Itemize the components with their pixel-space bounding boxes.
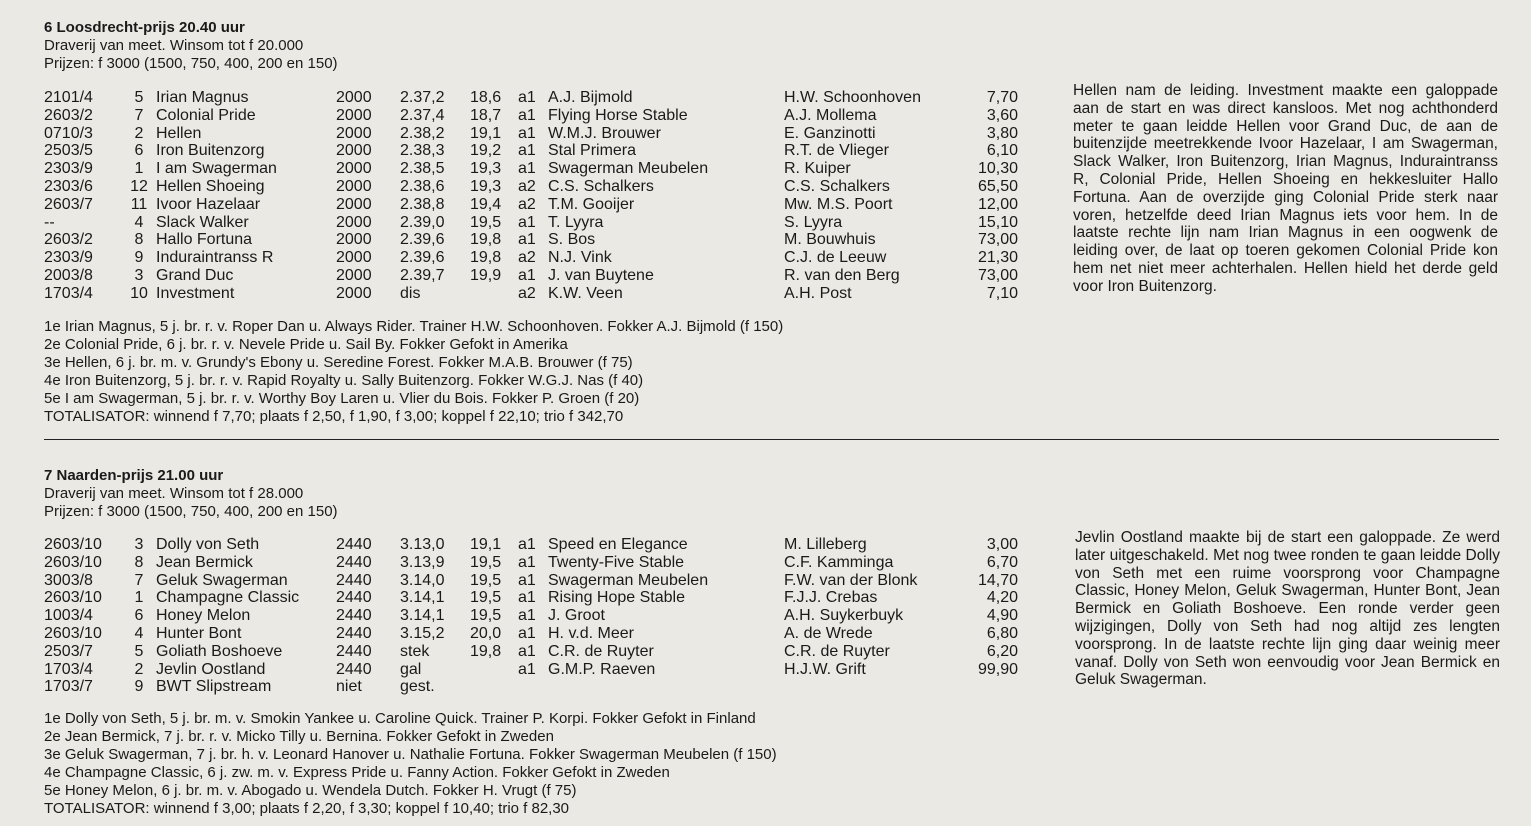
- owner-cell: N.J. Vink: [548, 249, 612, 267]
- driver-cell: R. van den Berg: [784, 266, 900, 284]
- start-code-cell: 2003/8: [44, 266, 93, 284]
- owner-cell: C.R. de Ruyter: [548, 642, 654, 660]
- distance-cell: 2000: [336, 124, 372, 142]
- km-time-cell: 19,5: [470, 607, 502, 625]
- start-code-cell: 2603/10: [44, 553, 102, 571]
- placing-line: 5e Honey Melon, 6 j. br. m. v. Abogado u. Wendela Dutch. Fokker H. Vrugt (f 75): [44, 782, 577, 799]
- owner-cell: G.M.P. Raeven: [548, 660, 656, 678]
- table-row: [44, 607, 1018, 625]
- horse-name-cell: Champagne Classic: [156, 589, 300, 607]
- lane-cell: a1: [518, 607, 536, 625]
- lane-cell: a1: [518, 213, 536, 231]
- driver-cell: H.W. Schoonhoven: [784, 89, 921, 106]
- table-row: [44, 178, 1018, 196]
- odds-cell: 3,60: [986, 106, 1018, 124]
- owner-cell: Flying Horse Stable: [548, 106, 688, 124]
- driver-cell: A.H. Suykerbuyk: [784, 607, 904, 625]
- table-row: [44, 572, 1018, 590]
- odds-cell: 3,00: [986, 536, 1018, 553]
- driver-cell: C.S. Schalkers: [784, 177, 890, 195]
- owner-cell: Rising Hope Stable: [548, 589, 685, 607]
- lane-cell: a2: [518, 284, 536, 302]
- placing-line: 3e Geluk Swagerman, 7 j. br. h. v. Leonard Hanover u. Nathalie Fortuna. Fokker Swagerman Meubelen (f 150): [44, 746, 777, 763]
- placing-line: 4e Champagne Classic, 6 j. zw. m. v. Express Pride u. Fanny Action. Fokker Gefokt in Zweden: [44, 764, 670, 781]
- driver-cell: M. Bouwhuis: [784, 231, 876, 249]
- owner-cell: Stal Primera: [548, 142, 637, 160]
- start-code-cell: 1703/4: [44, 284, 93, 302]
- owner-cell: H. v.d. Meer: [548, 624, 634, 642]
- distance-cell: 2000: [336, 142, 372, 160]
- race-6: [44, 19, 1504, 73]
- horse-number-cell: 2: [134, 124, 144, 142]
- distance-cell: 2000: [336, 249, 372, 267]
- horse-name-cell: Dolly von Seth: [156, 536, 260, 553]
- race-report: Jevlin Oostland maakte bij de start een galoppade. Ze werd later uitgeschakeld. Met nog twee ronden te gaan leidde Dolly von Seth met een ruime voorsprong voor Champagne Classic, Honey Melon, Geluk Swagerman, Hunter Bont, Jean Bermick en Goliath Boshoeve. Een ronde verder geen wijzigingen, Dolly von Seth had nog altijd zes lengten voorsprong. In de laatste rechte lijn ging daar weinig meer vanaf. Dolly von Seth won eenvoudig voor Jean Bermick en Geluk Swagerman.: [1075, 529, 1500, 689]
- horse-name-cell: BWT Slipstream: [156, 678, 272, 696]
- start-code-cell: 1003/4: [44, 607, 93, 625]
- finish-time-cell: 3.14,0: [400, 571, 445, 589]
- finish-time-cell: gal: [400, 660, 422, 678]
- table-row: [44, 160, 1018, 178]
- race-conditions: Draverij van meet. Winsom tot f 20.000: [44, 37, 304, 54]
- horse-number-cell: 8: [134, 553, 144, 571]
- horse-name-cell: Hallo Fortuna: [156, 231, 253, 249]
- start-code-cell: 2603/10: [44, 536, 102, 553]
- driver-cell: R. Kuiper: [784, 160, 851, 178]
- table-row: [44, 196, 1018, 214]
- start-code-cell: 1703/7: [44, 678, 93, 696]
- owner-cell: A.J. Bijmold: [548, 89, 633, 106]
- finish-time-cell: stek: [400, 642, 430, 660]
- km-time-cell: 19,4: [470, 195, 502, 213]
- lane-cell: a1: [518, 124, 536, 142]
- table-row: [44, 554, 1018, 572]
- race-conditions: Draverij van meet. Winsom tot f 28.000: [44, 485, 304, 502]
- driver-cell: Mw. M.S. Poort: [784, 195, 893, 213]
- finish-time-cell: 3.13,0: [400, 536, 445, 553]
- placing-line: 2e Colonial Pride, 6 j. br. r. v. Nevele Pride u. Sail By. Fokker Gefokt in Amerika: [44, 336, 568, 353]
- horse-number-cell: 3: [134, 266, 144, 284]
- table-row: [44, 107, 1018, 125]
- km-time-cell: 20,0: [470, 624, 502, 642]
- distance-cell: 2000: [336, 195, 372, 213]
- lane-cell: a1: [518, 553, 536, 571]
- km-time-cell: 19,5: [470, 213, 502, 231]
- horse-name-cell: Hellen Shoeing: [156, 177, 265, 195]
- horse-number-cell: 6: [134, 607, 144, 625]
- odds-cell: 6,80: [986, 624, 1018, 642]
- lane-cell: a2: [518, 177, 536, 195]
- horse-number-cell: 10: [130, 284, 148, 302]
- distance-cell: niet: [336, 678, 362, 696]
- lane-cell: a1: [518, 660, 536, 678]
- km-time-cell: 19,1: [470, 536, 502, 553]
- km-time-cell: 19,8: [470, 231, 502, 249]
- race-prizes: Prijzen: f 3000 (1500, 750, 400, 200 en 150): [44, 503, 338, 520]
- km-time-cell: 19,3: [470, 177, 502, 195]
- horse-number-cell: 6: [134, 142, 144, 160]
- finish-time-cell: 2.38,3: [400, 142, 445, 160]
- start-code-cell: 1703/4: [44, 660, 93, 678]
- horse-name-cell: Honey Melon: [156, 607, 251, 625]
- horse-number-cell: 5: [134, 642, 144, 660]
- owner-cell: Swagerman Meubelen: [548, 160, 709, 178]
- horse-number-cell: 8: [134, 231, 144, 249]
- horse-name-cell: Ivoor Hazelaar: [156, 195, 261, 213]
- horse-name-cell: Hellen: [156, 124, 202, 142]
- driver-cell: A.J. Mollema: [784, 106, 877, 124]
- table-row: [44, 249, 1018, 267]
- owner-cell: Speed en Elegance: [548, 536, 688, 553]
- placing-line: 2e Jean Bermick, 7 j. br. r. v. Micko Tilly u. Bernina. Fokker Gefokt in Zweden: [44, 728, 554, 745]
- lane-cell: a1: [518, 266, 536, 284]
- owner-cell: C.S. Schalkers: [548, 177, 654, 195]
- finish-time-cell: 3.15,2: [400, 624, 445, 642]
- lane-cell: a1: [518, 231, 536, 249]
- table-row: [44, 214, 1018, 232]
- driver-cell: M. Lilleberg: [784, 536, 867, 553]
- table-row: [44, 142, 1018, 160]
- horse-name-cell: Goliath Boshoeve: [156, 642, 283, 660]
- km-time-cell: 19,2: [470, 142, 502, 160]
- finish-time-cell: 2.37,4: [400, 106, 445, 124]
- odds-cell: 65,50: [977, 177, 1018, 195]
- horse-name-cell: Colonial Pride: [156, 106, 256, 124]
- owner-cell: Swagerman Meubelen: [548, 571, 709, 589]
- finish-time-cell: 2.38,5: [400, 160, 445, 178]
- lane-cell: a1: [518, 536, 536, 553]
- owner-cell: T. Lyyra: [548, 213, 604, 231]
- start-code-cell: 2603/10: [44, 589, 102, 607]
- distance-cell: 2000: [336, 177, 372, 195]
- horse-number-cell: 1: [134, 589, 144, 607]
- race-report: Hellen nam de leiding. Investment maakte een galoppade aan de start en was direct kansloos. Met nog achthonderd meter te gaan leidde Hellen voor Grand Duc, de aan de buitenzijde meetrekkende Ivoor Hazelaar, I am Swagerman, Slack Walker, Iron Buitenzorg, Irian Magnus, Induraintranss R, Colonial Pride, Hellen Shoeing en hekkesluiter Hallo Fortuna. Aan de overzijde ging Colonial Pride sterk naar voren, hetzelfde deed Irian Magnus iets voor hem. In de laatste rechte lijn nam Irian Magnus in een oogwenk de leiding over, de laat op toeren gekomen Colonial Pride kon hem net niet meer achterhalen. Hellen hield het derde geld voor Iron Buitenzorg.: [1073, 82, 1498, 295]
- table-row: [44, 678, 1018, 696]
- start-code-cell: 2603/2: [44, 106, 93, 124]
- horse-number-cell: 9: [134, 249, 144, 267]
- race-7: [44, 467, 1504, 521]
- finish-time-cell: 2.39,0: [400, 213, 445, 231]
- km-time-cell: 19,5: [470, 571, 502, 589]
- finish-time-cell: gest.: [400, 678, 435, 696]
- distance-cell: 2000: [336, 106, 372, 124]
- horse-number-cell: 3: [134, 536, 144, 553]
- start-code-cell: 2603/7: [44, 195, 93, 213]
- finish-time-cell: dis: [400, 284, 421, 302]
- finish-time-cell: 2.38,8: [400, 195, 445, 213]
- odds-cell: 6,10: [986, 142, 1018, 160]
- odds-cell: 21,30: [977, 249, 1018, 267]
- horse-name-cell: Slack Walker: [156, 213, 249, 231]
- distance-cell: 2440: [336, 624, 372, 642]
- horse-number-cell: 11: [130, 195, 148, 213]
- distance-cell: 2000: [336, 89, 372, 106]
- distance-cell: 2000: [336, 266, 372, 284]
- driver-cell: [784, 678, 974, 696]
- totalisator-line: TOTALISATOR: winnend f 3,00; plaats f 2,20, f 3,30; koppel f 10,40; trio f 82,30: [44, 800, 570, 817]
- horse-number-cell: 12: [130, 177, 148, 195]
- race-title: 6 Loosdrecht-prijs 20.40 uur: [44, 19, 245, 36]
- odds-cell: 14,70: [977, 571, 1018, 589]
- lane-cell: a2: [518, 195, 536, 213]
- table-row: [44, 125, 1018, 143]
- horse-name-cell: I am Swagerman: [156, 160, 277, 178]
- placing-line: 5e I am Swagerman, 5 j. br. r. v. Worthy Boy Laren u. Vlier du Bois. Fokker P. Groen (f 20): [44, 390, 640, 407]
- start-code-cell: 2603/2: [44, 231, 93, 249]
- owner-cell: T.M. Gooijer: [548, 195, 635, 213]
- lane-cell: a1: [518, 624, 536, 642]
- race-prizes: Prijzen: f 3000 (1500, 750, 400, 200 en 150): [44, 55, 338, 72]
- finish-time-cell: 3.13,9: [400, 553, 445, 571]
- owner-cell: S. Bos: [548, 231, 596, 249]
- odds-cell: 7,70: [986, 89, 1018, 106]
- odds-cell: 73,00: [977, 266, 1018, 284]
- distance-cell: 2440: [336, 571, 372, 589]
- odds-cell: 4,20: [986, 589, 1018, 607]
- horse-number-cell: 5: [134, 89, 144, 106]
- horse-number-cell: 4: [134, 624, 144, 642]
- km-time-cell: 19,3: [470, 160, 502, 178]
- start-code-cell: 2303/6: [44, 177, 93, 195]
- table-row: [44, 589, 1018, 607]
- distance-cell: 2000: [336, 231, 372, 249]
- table-row: [44, 231, 1018, 249]
- km-time-cell: 18,6: [470, 89, 502, 106]
- start-code-cell: 0710/3: [44, 124, 93, 142]
- horse-name-cell: Investment: [156, 284, 235, 302]
- section-divider: [44, 439, 1499, 440]
- finish-time-cell: 2.38,6: [400, 177, 445, 195]
- km-time-cell: 19,1: [470, 124, 502, 142]
- lane-cell: a1: [518, 106, 536, 124]
- horse-number-cell: 9: [134, 678, 144, 696]
- driver-cell: H.J.W. Grift: [784, 660, 866, 678]
- placing-line: 3e Hellen, 6 j. br. m. v. Grundy's Ebony u. Seredine Forest. Fokker M.A.B. Brouwer (f 75): [44, 354, 633, 371]
- start-code-cell: 3003/8: [44, 571, 93, 589]
- km-time-cell: [470, 678, 518, 696]
- lane-cell: a1: [518, 89, 536, 106]
- table-row: [44, 89, 1018, 107]
- km-time-cell: 19,5: [470, 589, 502, 607]
- table-row: [44, 625, 1018, 643]
- odds-cell: [974, 678, 1018, 696]
- odds-cell: 99,90: [977, 660, 1018, 678]
- finish-time-cell: 2.39,7: [400, 266, 445, 284]
- driver-cell: C.F. Kamminga: [784, 553, 894, 571]
- driver-cell: E. Ganzinotti: [784, 124, 876, 142]
- distance-cell: 2440: [336, 553, 372, 571]
- lane-cell: a1: [518, 589, 536, 607]
- owner-cell: J. Groot: [548, 607, 605, 625]
- distance-cell: 2440: [336, 607, 372, 625]
- km-time-cell: 18,7: [470, 106, 502, 124]
- odds-cell: 73,00: [977, 231, 1018, 249]
- horse-number-cell: 4: [134, 213, 144, 231]
- distance-cell: 2000: [336, 213, 372, 231]
- start-code-cell: 2503/7: [44, 642, 93, 660]
- race-title: 7 Naarden-prijs 21.00 uur: [44, 467, 224, 484]
- horse-number-cell: 1: [134, 160, 144, 178]
- owner-cell: [548, 678, 784, 696]
- km-time-cell: 19,9: [470, 266, 502, 284]
- horse-number-cell: 2: [134, 660, 144, 678]
- lane-cell: a1: [518, 142, 536, 160]
- start-code-cell: 2503/5: [44, 142, 93, 160]
- table-row: [44, 661, 1018, 679]
- owner-cell: K.W. Veen: [548, 284, 623, 302]
- horse-name-cell: Induraintranss R: [156, 249, 274, 267]
- horse-name-cell: Iron Buitenzorg: [156, 142, 265, 160]
- driver-cell: A. de Wrede: [784, 624, 873, 642]
- lane-cell: a2: [518, 249, 536, 267]
- placing-line: 1e Irian Magnus, 5 j. br. r. v. Roper Dan u. Always Rider. Trainer H.W. Schoonhoven. Fokker A.J. Bijmold (f 150): [44, 318, 784, 335]
- odds-cell: 15,10: [977, 213, 1018, 231]
- horse-name-cell: Jevlin Oostland: [156, 660, 266, 678]
- results-table: [44, 536, 1018, 696]
- odds-cell: 7,10: [986, 284, 1018, 302]
- lane-cell: a1: [518, 642, 536, 660]
- horse-name-cell: Hunter Bont: [156, 624, 242, 642]
- horse-name-cell: Jean Bermick: [156, 553, 253, 571]
- table-row: [44, 285, 1018, 303]
- horse-name-cell: Geluk Swagerman: [156, 571, 288, 589]
- start-code-cell: 2303/9: [44, 249, 93, 267]
- horse-name-cell: Irian Magnus: [156, 89, 249, 106]
- odds-cell: 4,90: [986, 607, 1018, 625]
- km-time-cell: 19,8: [470, 642, 502, 660]
- table-row: [44, 536, 1018, 554]
- start-code-cell: 2303/9: [44, 160, 93, 178]
- lane-cell: a1: [518, 160, 536, 178]
- km-time-cell: 19,8: [470, 249, 502, 267]
- distance-cell: 2440: [336, 536, 372, 553]
- owner-cell: Twenty-Five Stable: [548, 553, 685, 571]
- results-table: [44, 89, 1018, 303]
- finish-time-cell: 2.39,6: [400, 231, 445, 249]
- odds-cell: 3,80: [986, 124, 1018, 142]
- start-code-cell: 2603/10: [44, 624, 102, 642]
- distance-cell: 2440: [336, 589, 372, 607]
- finish-time-cell: 3.14,1: [400, 589, 445, 607]
- odds-cell: 6,20: [986, 642, 1018, 660]
- finish-time-cell: 2.37,2: [400, 89, 445, 106]
- totalisator-line: TOTALISATOR: winnend f 7,70; plaats f 2,50, f 1,90, f 3,00; koppel f 22,10; trio f 342,70: [44, 408, 624, 425]
- table-row: [44, 643, 1018, 661]
- table-row: [44, 267, 1018, 285]
- placings-list: [44, 710, 777, 818]
- driver-cell: S. Lyyra: [784, 213, 843, 231]
- lane-cell: [518, 678, 548, 696]
- start-code-cell: --: [44, 213, 55, 231]
- distance-cell: 2440: [336, 660, 372, 678]
- distance-cell: 2000: [336, 160, 372, 178]
- finish-time-cell: 3.14,1: [400, 607, 445, 625]
- owner-cell: J. van Buytene: [548, 266, 654, 284]
- driver-cell: F.J.J. Crebas: [784, 589, 878, 607]
- km-time-cell: 19,5: [470, 553, 502, 571]
- odds-cell: 12,00: [977, 195, 1018, 213]
- horse-name-cell: Grand Duc: [156, 266, 234, 284]
- owner-cell: W.M.J. Brouwer: [548, 124, 661, 142]
- placing-line: 4e Iron Buitenzorg, 5 j. br. r. v. Rapid Royalty u. Sally Buitenzorg. Fokker W.G.J. Nas (f 40): [44, 372, 644, 389]
- lane-cell: a1: [518, 571, 536, 589]
- driver-cell: R.T. de Vlieger: [784, 142, 889, 160]
- driver-cell: C.R. de Ruyter: [784, 642, 890, 660]
- placing-line: 1e Dolly von Seth, 5 j. br. m. v. Smokin Yankee u. Caroline Quick. Trainer P. Korpi. Fokker Gefokt in Finland: [44, 710, 756, 727]
- start-code-cell: 2101/4: [44, 89, 93, 106]
- finish-time-cell: 2.39,6: [400, 249, 445, 267]
- placings-list: [44, 318, 783, 426]
- driver-cell: C.J. de Leeuw: [784, 249, 887, 267]
- horse-number-cell: 7: [134, 571, 144, 589]
- km-time-cell: [470, 661, 518, 679]
- distance-cell: 2000: [336, 284, 372, 302]
- horse-number-cell: 7: [134, 106, 144, 124]
- finish-time-cell: 2.38,2: [400, 124, 445, 142]
- distance-cell: 2440: [336, 642, 372, 660]
- km-time-cell: [470, 285, 518, 303]
- odds-cell: 6,70: [986, 553, 1018, 571]
- odds-cell: 10,30: [977, 160, 1018, 178]
- driver-cell: F.W. van der Blonk: [784, 571, 918, 589]
- driver-cell: A.H. Post: [784, 284, 852, 302]
